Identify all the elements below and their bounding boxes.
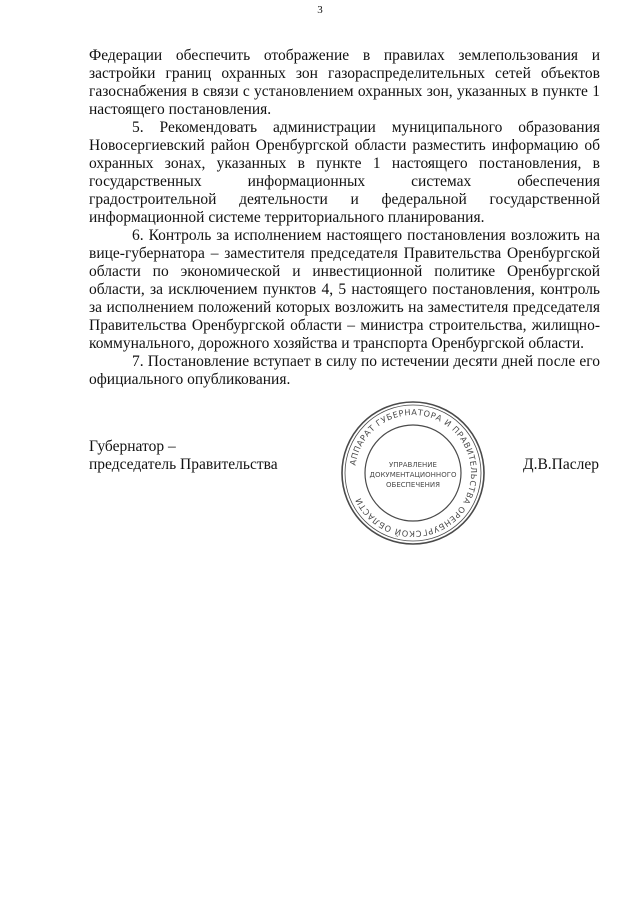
seal-center-line-2: ДОКУМЕНТАЦИОННОГО [369, 471, 457, 479]
page-number: 3 [317, 4, 323, 16]
document-body [89, 47, 600, 389]
paragraph-item-5: 5. Рекомендовать администрации муниципального образования Новосергиевский район Оренбургской области разместить информацию об охранных зонах, указанных в пункте 1 настоящего постановления, в государственных информационных системах обеспечения градостроительной деятельности и федеральной государственной информационной системе территориального планирования. [89, 119, 600, 226]
paragraph-item-6: 6. Контроль за исполнением настоящего постановления возложить на вице-губернатора – заместителя председателя Правительства Оренбургской области по экономической и инвестиционной политике Оренбургской области, за исключением пунктов 4, 5 настоящего постановления, контроль за исполнением положений которых возложить на заместителя председателя Правительства Оренбургской области – министра строительства, жилищно-коммунального, дорожного хозяйства и транспорта Оренбургской области. [89, 227, 600, 352]
paragraph-continuation: Федерации обеспечить отображение в правилах землепользования и застройки границ охранных зон газораспределительных сетей объектов газоснабжения в связи с установлением охранных зон, указанных в пункте 1 настоящего постановления. [89, 47, 600, 118]
signatory-title-line-1: Губернатор – [89, 438, 176, 455]
signatory-name: Д.В.Паслер [523, 456, 599, 473]
seal-center-line-3: ОБЕСПЕЧЕНИЯ [386, 481, 440, 489]
signatory-title [89, 438, 278, 474]
signatory-title-line-2: председатель Правительства [89, 456, 278, 473]
seal-center-line-1: УПРАВЛЕНИЕ [389, 461, 437, 469]
official-seal-stamp [340, 400, 486, 546]
seal-ring-text: АППАРАТ ГУБЕРНАТОРА И ПРАВИТЕЛЬСТВА ОРЕНБУРГСКОЙ ОБЛАСТИ [347, 406, 480, 540]
paragraph-item-7: 7. Постановление вступает в силу по истечении десяти дней после его официального опубликования. [89, 353, 600, 388]
